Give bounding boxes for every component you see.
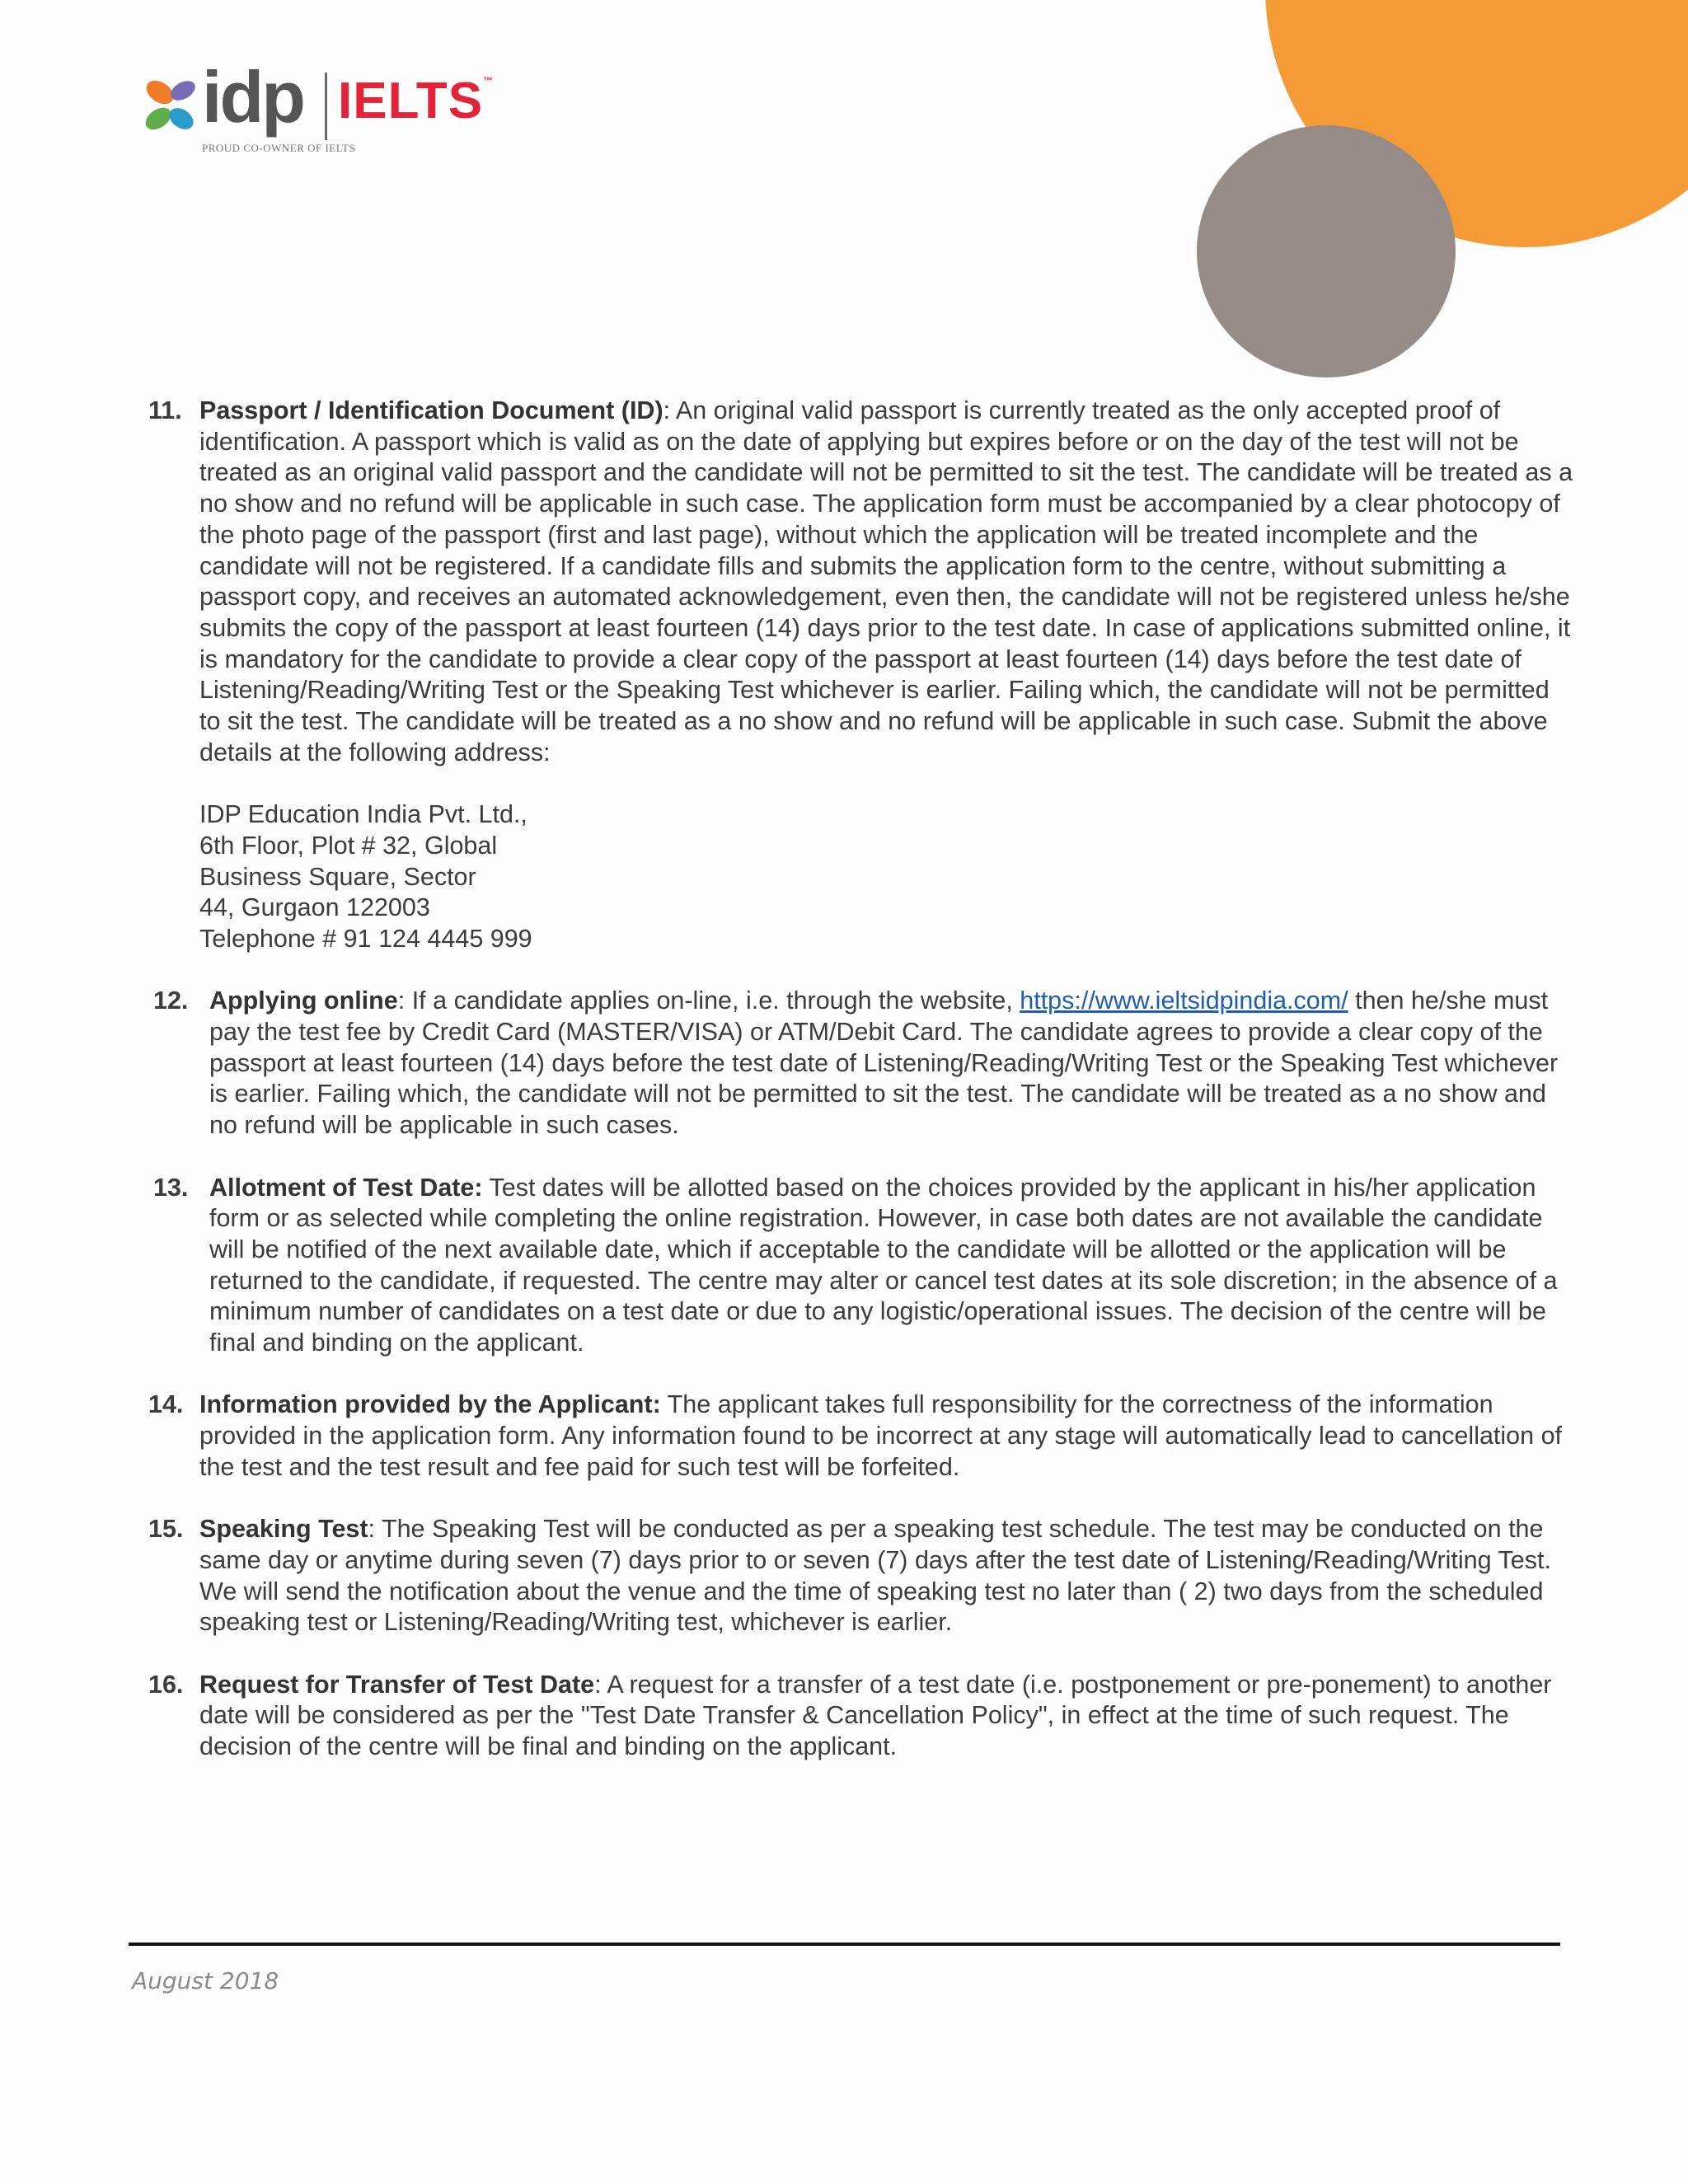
address-telephone: Telephone # 91 124 4445 999 bbox=[199, 924, 532, 953]
clause-heading: Information provided by the Applicant: bbox=[199, 1390, 661, 1419]
clause-12 bbox=[153, 986, 1579, 1141]
address-line: IDP Education India Pvt. Ltd., bbox=[199, 800, 528, 829]
clause-number: 11. bbox=[148, 396, 182, 424]
clause-body: A request for a transfer of a test date (i.e. postponement or pre-ponement) to another date will be considered as per the "Test Date Transfer & Cancellation Policy", in effect at the time of such request. The decision of the centre will be final and binding on the applicant. bbox=[199, 1670, 1552, 1761]
trademark-mark: ™ bbox=[483, 75, 495, 87]
clause-13 bbox=[153, 1173, 1579, 1359]
gray-circle-decoration bbox=[1197, 125, 1456, 377]
clause-heading: Request for Transfer of Test Date bbox=[199, 1670, 595, 1699]
address-line: 44, Gurgaon 122003 bbox=[199, 893, 430, 922]
clause-number: 13. bbox=[153, 1173, 189, 1202]
address-block bbox=[199, 799, 1574, 955]
clause-separator: : bbox=[368, 1515, 376, 1544]
clause-number: 15. bbox=[148, 1515, 184, 1544]
logo-product bbox=[338, 73, 495, 129]
logo-product-text: IELTS bbox=[338, 73, 484, 129]
idp-ielts-logo bbox=[142, 56, 495, 162]
clause-separator: : bbox=[663, 396, 671, 424]
clause-15 bbox=[148, 1514, 1574, 1638]
clause-body: An original valid passport is currently treated as the only accepted proof of identification. A passport which is valid as on the date of applying but expires before or on the day of the test will not be treated as an original valid passport and the candidate will not be permitted to sit the test. The candidate will be treated as a no show and no refund will be applicable in such case. The application form must be accompanied by a clear photocopy of the photo page of the passport (first and last page), without which the application will be treated incomplete and the candidate will not be registered. If a candidate fills and submits the application form to the centre, without submitting a passport copy, and receives an automated acknowledgement, even then, the candidate will not be registered unless he/she submits the copy of the passport at least fourteen (14) days prior to the test date. In case of applications submitted online, it is mandatory for the candidate to provide a clear copy of the passport at least fourteen (14) days before the test date of Listening/Reading/Writing Test or the Speaking Test whichever is earlier. Failing which, the candidate will not be permitted to sit the test. The candidate will be treated as a no show and no refund will be applicable in such case. Submit the above details at the following address: bbox=[199, 396, 1573, 766]
footer-divider bbox=[129, 1943, 1560, 1946]
clause-16 bbox=[148, 1670, 1574, 1763]
clause-11 bbox=[148, 396, 1574, 955]
clause-14 bbox=[148, 1390, 1574, 1483]
logo-brand: idp bbox=[202, 56, 303, 138]
clause-number: 12. bbox=[153, 987, 189, 1015]
clause-separator: : bbox=[594, 1670, 602, 1699]
ielts-website-link[interactable]: https://www.ieltsidpindia.com/ bbox=[1020, 987, 1348, 1015]
footer-date: August 2018 bbox=[132, 1967, 279, 1994]
logo-divider bbox=[325, 73, 327, 140]
logo-tagline: PROUD CO-OWNER OF IELTS bbox=[202, 142, 356, 154]
idp-flower-icon bbox=[142, 76, 204, 142]
clause-separator: : bbox=[397, 987, 406, 1015]
clause-heading: Speaking Test bbox=[199, 1515, 368, 1544]
clause-body: If a candidate applies on-line, i.e. through the website, bbox=[405, 987, 1020, 1015]
terms-content bbox=[148, 396, 1574, 1794]
clause-number: 16. bbox=[148, 1670, 184, 1699]
address-line: 6th Floor, Plot # 32, Global bbox=[199, 831, 498, 860]
address-line: Business Square, Sector bbox=[199, 862, 476, 891]
clause-heading: Passport / Identification Document (ID) bbox=[199, 396, 663, 424]
clause-body: The Speaking Test will be conducted as per a speaking test schedule. The test may be conducted on the same day or anytime during seven (7) days prior to or seven (7) days after the test date of Listening/Reading/Writing Test. We will send the notification about the venue and the time of speaking test no later than ( 2) two days from the scheduled speaking test or Listening/Reading/Writing test, whichever is earlier. bbox=[199, 1515, 1551, 1637]
clause-number: 14. bbox=[148, 1390, 184, 1419]
clause-body: Test dates will be allotted based on the choices provided by the applicant in his/her application form or as selected while completing the online registration. However, in case both dates are not available the candidate will be notified of the next available date, which if acceptable to the candidate will be allotted or the application will be returned to the candidate, if requested. The centre may alter or cancel test dates at its sole discretion; in the absence of a minimum number of candidates on a test date or due to any logistic/operational issues. The decision of the centre will be final and binding on the applicant. bbox=[209, 1173, 1558, 1357]
clause-body-continued: then he/she must pay the test fee by Credit Card (MASTER/VISA) or ATM/Debit Card. The candidate agrees to provide a clear copy of the passport at least fourteen (14) days before the test date of Listening/Reading/Writing Test or the Speaking Test whichever is earlier. Failing which, the candidate will not be permitted to sit the test. The candidate will be treated as a no show and no refund will be applicable in such cases. bbox=[209, 987, 1559, 1140]
clause-heading: Allotment of Test Date: bbox=[209, 1173, 483, 1202]
clause-heading: Applying online bbox=[209, 987, 398, 1015]
clause-body: The applicant takes full responsibility for the correctness of the information provided in the application form. Any information found to be incorrect at any stage will automatically lead to cancellation of the test and the test result and fee paid for such test will be forfeited. bbox=[199, 1390, 1563, 1481]
